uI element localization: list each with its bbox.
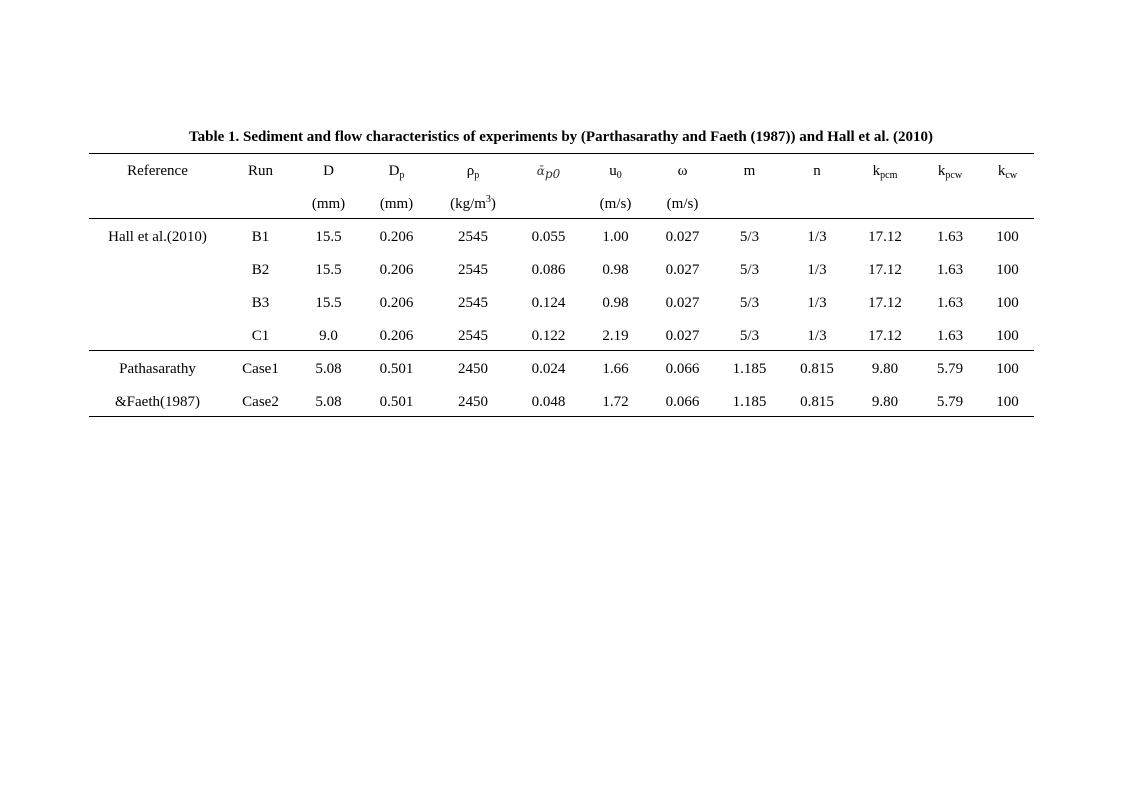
cell-alpha: 0.055 bbox=[531, 228, 566, 245]
header-alpha-base: ᾱ bbox=[536, 163, 545, 178]
header-dp-sub: p bbox=[399, 169, 405, 181]
cell-d: 15.5 bbox=[315, 261, 342, 278]
cell-kcw: 100 bbox=[996, 261, 1019, 278]
header-rhop-sub: p bbox=[474, 169, 480, 181]
cell-u0: 0.98 bbox=[602, 294, 629, 311]
cell-omega: 0.027 bbox=[665, 228, 700, 245]
header-row-names bbox=[89, 154, 1034, 187]
header-d: D bbox=[323, 162, 334, 179]
cell-kcw: 100 bbox=[996, 393, 1019, 410]
header-dp-base: D bbox=[388, 162, 400, 179]
cell-n: 0.815 bbox=[800, 360, 834, 377]
cell-rhop: 2545 bbox=[458, 294, 488, 311]
cell-alpha: 0.122 bbox=[531, 327, 566, 344]
header-u0 bbox=[582, 154, 649, 187]
cell-dp: 0.206 bbox=[379, 294, 414, 311]
cell-kpcw: 5.79 bbox=[936, 393, 964, 410]
unit-rhop-close: ) bbox=[490, 195, 496, 212]
cell-reference: &Faeth(1987) bbox=[115, 393, 200, 410]
cell-kpcm: 9.80 bbox=[871, 360, 899, 377]
cell-n: 1/3 bbox=[807, 228, 827, 245]
cell-alpha: 0.086 bbox=[531, 261, 566, 278]
cell-kpcw: 1.63 bbox=[936, 327, 964, 344]
cell-kcw: 100 bbox=[996, 360, 1019, 377]
cell-n: 1/3 bbox=[807, 261, 827, 278]
header-reference: Reference bbox=[127, 162, 188, 179]
unit-u0: (m/s) bbox=[599, 195, 632, 212]
cell-alpha: 0.024 bbox=[531, 360, 566, 377]
cell-run: C1 bbox=[251, 327, 270, 344]
cell-u0: 1.66 bbox=[602, 360, 629, 377]
cell-rhop: 2545 bbox=[458, 261, 488, 278]
cell-run: Case1 bbox=[242, 360, 279, 377]
cell-run: Case2 bbox=[242, 393, 279, 410]
header-u0-sub: 0 bbox=[616, 169, 622, 181]
cell-u0: 1.00 bbox=[602, 228, 629, 245]
cell-dp: 0.206 bbox=[379, 327, 414, 344]
cell-alpha: 0.124 bbox=[531, 294, 566, 311]
cell-n: 0.815 bbox=[800, 393, 834, 410]
cell-kpcw: 1.63 bbox=[936, 228, 964, 245]
cell-kcw: 100 bbox=[996, 228, 1019, 245]
table-caption: Table 1. Sediment and flow characteristics of experiments by (Parthasarathy and Faeth (1987)) and Hall et al. (2010) bbox=[189, 129, 933, 145]
cell-reference bbox=[89, 286, 226, 319]
cell-m: 5/3 bbox=[739, 261, 760, 278]
table-row bbox=[89, 385, 1034, 418]
cell-alpha: 0.048 bbox=[531, 393, 566, 410]
cell-rhop: 2450 bbox=[458, 360, 488, 377]
cell-reference bbox=[89, 319, 226, 352]
cell-kpcw: 1.63 bbox=[936, 294, 964, 311]
cell-kpcm: 17.12 bbox=[868, 327, 902, 344]
cell-m: 5/3 bbox=[739, 228, 760, 245]
cell-d: 5.08 bbox=[315, 360, 342, 377]
cell-n: 1/3 bbox=[807, 294, 827, 311]
header-row-units bbox=[89, 187, 1034, 220]
cell-u0: 0.98 bbox=[602, 261, 629, 278]
cell-reference bbox=[89, 253, 226, 286]
cell-rhop: 2545 bbox=[458, 228, 488, 245]
cell-kpcm: 17.12 bbox=[868, 228, 902, 245]
cell-m: 1.185 bbox=[732, 360, 767, 377]
cell-d: 15.5 bbox=[315, 228, 342, 245]
cell-n: 1/3 bbox=[807, 327, 827, 344]
cell-kpcw: 5.79 bbox=[936, 360, 964, 377]
unit-omega: (m/s) bbox=[666, 195, 699, 212]
cell-kpcw: 1.63 bbox=[936, 261, 964, 278]
table-row bbox=[89, 220, 1034, 253]
cell-reference: Hall et al.(2010) bbox=[108, 228, 207, 245]
cell-kcw: 100 bbox=[996, 294, 1019, 311]
header-alpha bbox=[515, 154, 582, 187]
cell-omega: 0.027 bbox=[665, 261, 700, 278]
header-run: Run bbox=[247, 162, 273, 179]
cell-m: 5/3 bbox=[739, 327, 760, 344]
header-kpcm bbox=[851, 154, 919, 187]
cell-dp: 0.501 bbox=[379, 360, 414, 377]
cell-kpcm: 17.12 bbox=[868, 261, 902, 278]
header-kpcw-sub: pcw bbox=[945, 169, 963, 181]
cell-run: B2 bbox=[251, 261, 270, 278]
cell-rhop: 2545 bbox=[458, 327, 488, 344]
cell-omega: 0.027 bbox=[665, 327, 700, 344]
table-row bbox=[89, 352, 1034, 385]
cell-run: B3 bbox=[251, 294, 270, 311]
cell-rhop: 2450 bbox=[458, 393, 488, 410]
cell-omega: 0.066 bbox=[665, 393, 700, 410]
cell-dp: 0.206 bbox=[379, 261, 414, 278]
header-kpcw-base: k bbox=[937, 162, 946, 179]
unit-rhop-sup: 3 bbox=[485, 193, 491, 205]
cell-omega: 0.066 bbox=[665, 360, 700, 377]
table-row bbox=[89, 286, 1034, 319]
header-dp bbox=[362, 154, 431, 187]
cell-dp: 0.501 bbox=[379, 393, 414, 410]
cell-dp: 0.206 bbox=[379, 228, 414, 245]
unit-d: (mm) bbox=[311, 195, 346, 212]
cell-u0: 2.19 bbox=[602, 327, 629, 344]
table-row bbox=[89, 253, 1034, 286]
unit-dp: (mm) bbox=[379, 195, 414, 212]
header-rhop-base: ρ bbox=[466, 162, 475, 179]
cell-d: 9.0 bbox=[319, 327, 338, 344]
cell-d: 5.08 bbox=[315, 393, 342, 410]
cell-u0: 1.72 bbox=[602, 393, 629, 410]
header-n: n bbox=[813, 162, 821, 179]
header-kcw-sub: cw bbox=[1005, 169, 1018, 181]
header-u0-base: u bbox=[609, 162, 617, 179]
cell-kpcm: 9.80 bbox=[871, 393, 899, 410]
header-kpcm-sub: pcm bbox=[880, 169, 898, 181]
header-kpcw bbox=[919, 154, 981, 187]
cell-d: 15.5 bbox=[315, 294, 342, 311]
cell-omega: 0.027 bbox=[665, 294, 700, 311]
unit-rhop bbox=[431, 187, 515, 220]
cell-reference: Pathasarathy bbox=[119, 360, 196, 377]
header-m: m bbox=[743, 162, 756, 179]
header-kcw-base: k bbox=[997, 162, 1006, 179]
header-kpcm-base: k bbox=[872, 162, 881, 179]
header-omega: ω bbox=[677, 162, 688, 179]
header-rhop bbox=[431, 154, 515, 187]
unit-rhop-base: (kg/m bbox=[450, 195, 486, 212]
table-row bbox=[89, 319, 1034, 352]
cell-m: 5/3 bbox=[739, 294, 760, 311]
cell-kcw: 100 bbox=[996, 327, 1019, 344]
cell-kpcm: 17.12 bbox=[868, 294, 902, 311]
data-table bbox=[89, 154, 1034, 418]
cell-run: B1 bbox=[251, 228, 270, 245]
header-kcw bbox=[981, 154, 1034, 187]
header-alpha-sub: p0 bbox=[544, 166, 561, 181]
cell-m: 1.185 bbox=[732, 393, 767, 410]
